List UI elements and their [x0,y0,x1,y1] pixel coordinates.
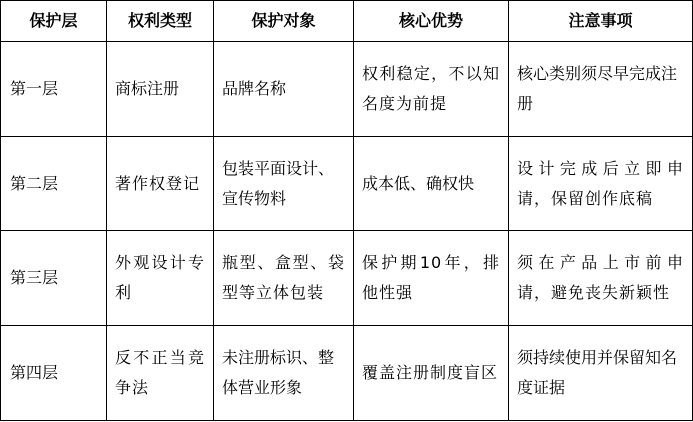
cell-note: 设计完成后立即申请，保留创作底稿 [509,137,693,231]
cell-advantage: 权利稳定，不以知名度为前提 [354,42,509,137]
table-row [1,137,693,231]
cell-advantage: 覆盖注册制度盲区 [354,325,509,420]
cell-object: 包装平面设计、宣传物料 [214,137,354,231]
cell-right-type: 外观设计专利 [107,231,214,325]
cell-advantage: 成本低、确权快 [354,137,509,231]
header-advantage: 核心优势 [354,1,509,42]
cell-object: 未注册标识、整体营业形象 [214,325,354,420]
cell-layer: 第二层 [1,137,107,231]
table-row [1,325,693,420]
table-row [1,231,693,325]
header-object: 保护对象 [214,1,354,42]
cell-layer: 第三层 [1,231,107,325]
cell-note: 须持续使用并保留知名度证据 [509,325,693,420]
header-note: 注意事项 [509,1,693,42]
cell-object: 品牌名称 [214,42,354,137]
header-layer: 保护层 [1,1,107,42]
header-right-type: 权利类型 [107,1,214,42]
cell-right-type: 反不正当竞争法 [107,325,214,420]
cell-right-type: 商标注册 [107,42,214,137]
cell-right-type: 著作权登记 [107,137,214,231]
table-header-row [1,1,693,42]
table-row [1,42,693,137]
cell-advantage: 保护期10年，排他性强 [354,231,509,325]
cell-layer: 第一层 [1,42,107,137]
cell-layer: 第四层 [1,325,107,420]
cell-note: 核心类别须尽早完成注册 [509,42,693,137]
cell-note: 须在产品上市前申请，避免丧失新颖性 [509,231,693,325]
cell-object: 瓶型、盒型、袋型等立体包装 [214,231,354,325]
